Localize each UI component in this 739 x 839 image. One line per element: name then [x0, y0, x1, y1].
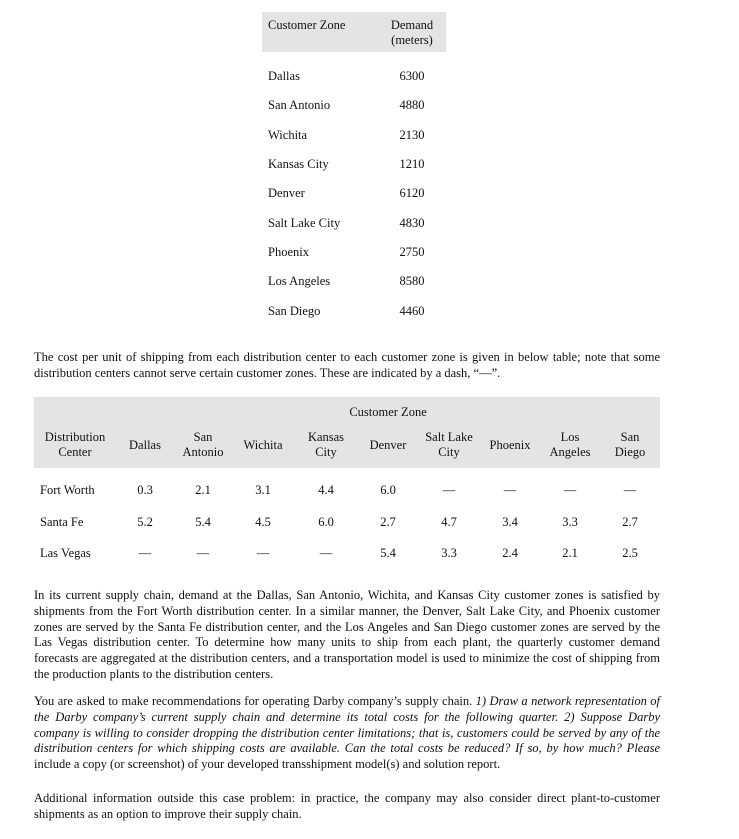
zone-name: Wichita [268, 127, 308, 142]
cost-cell: — [442, 483, 456, 498]
dc-header-line1: Distribution [44, 430, 106, 444]
cost-cell: — [623, 483, 637, 498]
zone-demand: 2130 [399, 127, 425, 142]
zone-name: Dallas [268, 69, 300, 84]
cost-row-las-vegas [34, 538, 660, 570]
zone-demand: 4880 [399, 98, 425, 113]
col-header-san-antonio: San Antonio [174, 430, 232, 468]
cost-cell: 6.0 [318, 514, 334, 529]
col-header-phoenix: Phoenix [480, 430, 540, 468]
recommendation-questions: 1) Draw a network representation of the Darby company’s current supply chain and determine its total costs for the following quarter. 2) Suppose Darby company is willing to consider dropping the distribution center limitations; that is, customers could be served by any of the distribution centers for which shipping costs are available. Can the total costs be reduced? If so, by how much? Please [34, 694, 660, 756]
customer-zone-group-header: Customer Zone [116, 397, 660, 430]
recommendation-lead: You are asked to make recommendations for operating Darby company’s supply chain. [34, 694, 473, 708]
cost-cell: 3.3 [562, 514, 578, 529]
cost-cell: 3.1 [255, 483, 271, 498]
cost-row-santa-fe [34, 507, 660, 539]
center-name: Santa Fe [40, 514, 84, 529]
cost-cell: 2.1 [562, 546, 578, 561]
zone-demand: 2750 [399, 244, 425, 259]
cost-cell: 2.7 [622, 514, 638, 529]
zone-demand: 4830 [399, 215, 425, 230]
demand-row [262, 296, 446, 325]
center-name: Fort Worth [40, 483, 95, 498]
customer-zone-header: Customer Zone [262, 12, 378, 52]
demand-row [262, 91, 446, 120]
demand-row [262, 179, 446, 208]
col-header-salt-lake-city: Salt Lake City [418, 430, 480, 468]
cost-column-header-row [34, 430, 660, 468]
cost-cell: 5.4 [195, 514, 211, 529]
cost-cell: 3.3 [441, 546, 457, 561]
zone-demand: 6120 [399, 186, 425, 201]
demand-row [262, 238, 446, 267]
dc-header-line2: Center [58, 445, 92, 459]
cost-cell: 4.4 [318, 483, 334, 498]
zone-demand: 8580 [399, 274, 425, 289]
zone-name: Phoenix [268, 244, 309, 259]
cost-cell: 5.4 [380, 546, 396, 561]
additional-info-paragraph: Additional information outside this case problem: in practice, the company may also consider direct plant-to-customer shipments as an option to improve their supply chain. [34, 791, 660, 821]
cost-cell: 2.5 [622, 546, 638, 561]
cost-cell: — [138, 546, 152, 561]
col-header-los-angeles: Los Angeles [540, 430, 600, 468]
col-header-san-diego: San Diego [600, 430, 660, 468]
demand-table [262, 12, 446, 326]
cost-cell: — [196, 546, 210, 561]
group-header-spacer [34, 397, 116, 430]
cost-cell: 3.4 [502, 514, 518, 529]
zone-demand: 1210 [399, 157, 425, 172]
demand-row [262, 52, 446, 91]
cost-intro-text: The cost per unit of shipping from each distribution center to each customer zone is given in below table; note that some distribution centers cannot serve certain customer zones. These are indicated by a dash, “—”. [34, 350, 660, 380]
cost-cell: 2.7 [380, 514, 396, 529]
center-name: Las Vegas [40, 546, 91, 561]
shipping-cost-table [34, 397, 660, 570]
cost-cell: 5.2 [137, 514, 153, 529]
zone-name: Los Angeles [268, 274, 331, 289]
cost-cell: — [319, 546, 333, 561]
recommendation-paragraph [34, 694, 660, 773]
cost-cell: 6.0 [380, 483, 396, 498]
cost-cell: 2.1 [195, 483, 211, 498]
zone-demand: 6300 [399, 69, 425, 84]
demand-row [262, 208, 446, 237]
col-header-denver: Denver [358, 430, 418, 468]
demand-row [262, 267, 446, 296]
demand-header-line1: Demand [390, 18, 434, 32]
zone-name: San Antonio [268, 98, 331, 113]
cost-cell: — [503, 483, 517, 498]
cost-cell: — [256, 546, 270, 561]
demand-row [262, 150, 446, 179]
zone-demand: 4460 [399, 303, 425, 318]
supply-chain-paragraph: In its current supply chain, demand at the Dallas, San Antonio, Wichita, and Kansas City customer zones is satisfied by shipments from the Fort Worth distribution center. In a similar manner, the Denver, Salt Lake City, and Phoenix customer zones are served by the Santa Fe distribution center, and the Los Angeles and San Diego customer zones are served by the Las Vegas distribution center. To determine how many units to ship from each plant, the quarterly customer demand forecasts are aggregated at the distribution centers, and a transportation model is used to minimize the cost of shipping from the production plants to the distribution centers. [34, 588, 660, 681]
cost-cell: 0.3 [137, 483, 153, 498]
cost-cell: 2.4 [502, 546, 518, 561]
demand-table-header [262, 12, 446, 52]
cost-row-fort-worth [34, 468, 660, 507]
col-header-wichita: Wichita [232, 430, 294, 468]
zone-name: San Diego [268, 303, 321, 318]
col-header-dallas: Dallas [116, 430, 174, 468]
demand-header [378, 12, 446, 52]
col-header-kansas-city: Kansas City [294, 430, 358, 468]
zone-name: Salt Lake City [268, 215, 341, 230]
cost-cell: — [563, 483, 577, 498]
distribution-center-header [34, 430, 116, 468]
demand-header-line2: (meters) [391, 33, 433, 47]
demand-row [262, 121, 446, 150]
cost-group-header-row [34, 397, 660, 430]
cost-cell: 4.5 [255, 514, 271, 529]
zone-name: Kansas City [268, 157, 329, 172]
zone-name: Denver [268, 186, 305, 201]
recommendation-tail: include a copy (or screenshot) of your developed transshipment model(s) and solution report. [34, 757, 501, 772]
cost-cell: 4.7 [441, 514, 457, 529]
